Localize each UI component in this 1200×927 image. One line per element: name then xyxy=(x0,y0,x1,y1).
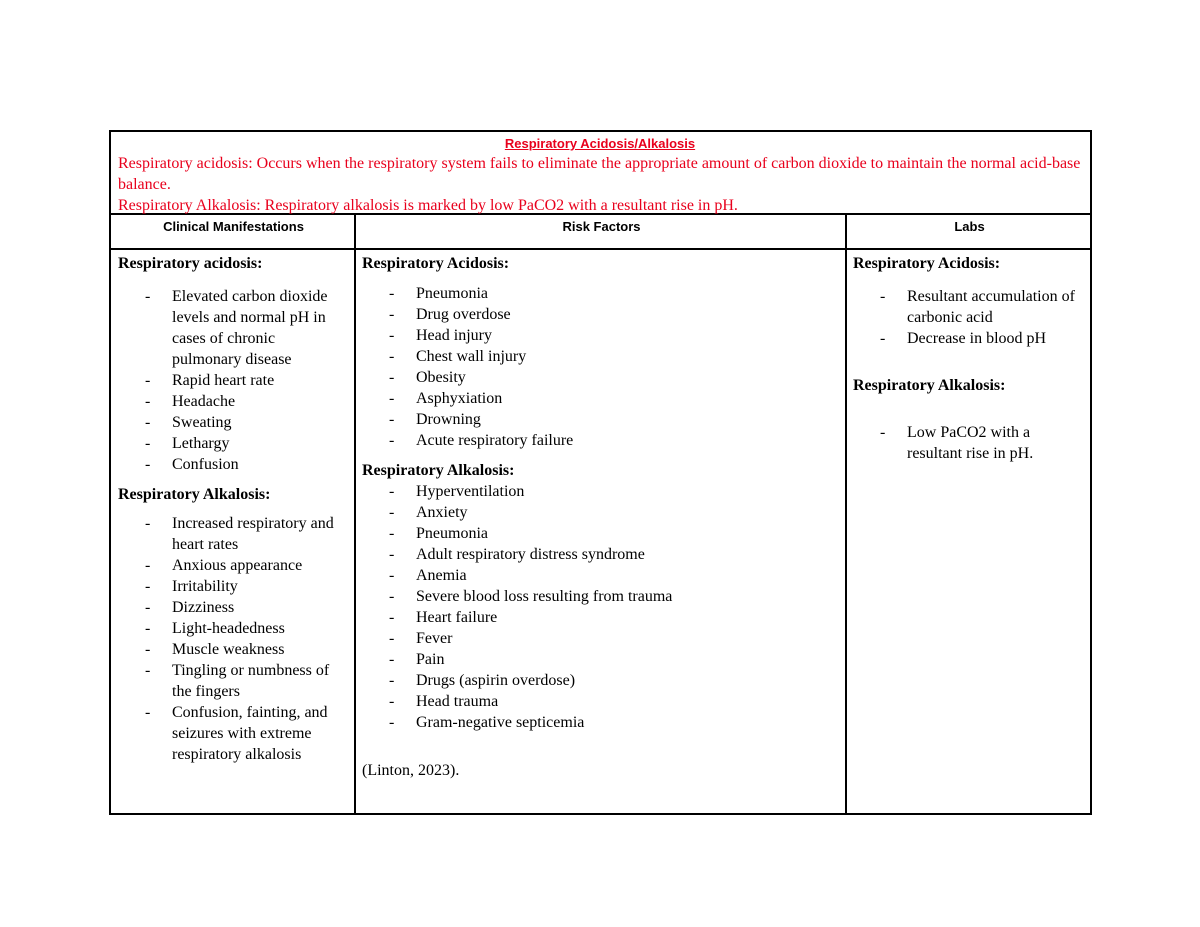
list-item: - Obesity xyxy=(362,367,839,388)
risk-acidosis-heading: Respiratory Acidosis: xyxy=(362,255,510,272)
labs-acidosis-list xyxy=(853,286,1086,349)
acidosis-definition: Respiratory acidosis: Occurs when the respiratory system fails to eliminate the appropriate amount of carbon dioxide to maintain the normal acid-base balance. xyxy=(118,155,1081,193)
list-item: - Heart failure xyxy=(362,607,839,628)
list-item: - Dizziness xyxy=(118,597,348,618)
list-item: - Resultant accumulation of carbonic acid xyxy=(853,286,1086,328)
risk-acidosis-list xyxy=(362,283,839,451)
list-item: - Muscle weakness xyxy=(118,639,348,660)
list-item: - Irritability xyxy=(118,576,348,597)
list-item: - Head trauma xyxy=(362,691,839,712)
list-item: - Confusion, fainting, and seizures with extreme respiratory alkalosis xyxy=(118,702,348,765)
clinical-cell xyxy=(111,250,354,813)
risk-alkalosis-heading: Respiratory Alkalosis: xyxy=(362,462,515,479)
list-item: - Headache xyxy=(118,391,348,412)
clinical-alkalosis-heading: Respiratory Alkalosis: xyxy=(118,486,271,503)
list-item: - Pneumonia xyxy=(362,283,839,304)
list-item: - Severe blood loss resulting from trauma xyxy=(362,586,839,607)
clinical-alkalosis-list xyxy=(118,513,348,765)
list-item: - Drugs (aspirin overdose) xyxy=(362,670,839,691)
list-item: - Pneumonia xyxy=(362,523,839,544)
list-item: - Low PaCO2 with a resultant rise in pH. xyxy=(853,422,1086,464)
table-header-block xyxy=(111,132,1090,215)
labs-alkalosis-list xyxy=(853,422,1086,464)
list-item: - Sweating xyxy=(118,412,348,433)
list-item: - Increased respiratory and heart rates xyxy=(118,513,348,555)
column-header-row xyxy=(111,215,1090,250)
list-item: - Acute respiratory failure xyxy=(362,430,839,451)
alkalosis-definition: Respiratory Alkalosis: Respiratory alkalosis is marked by low PaCO2 with a resultant rise in pH. xyxy=(118,197,738,214)
list-item: - Drowning xyxy=(362,409,839,430)
list-item: - Anxiety xyxy=(362,502,839,523)
clinical-acidosis-list xyxy=(118,286,348,475)
column-header-clinical: Clinical Manifestations xyxy=(163,219,304,234)
labs-alkalosis-heading: Respiratory Alkalosis: xyxy=(853,377,1006,394)
labs-cell xyxy=(847,250,1092,813)
list-item: - Chest wall injury xyxy=(362,346,839,367)
list-item: - Anemia xyxy=(362,565,839,586)
column-header-labs: Labs xyxy=(954,219,985,234)
list-item: - Decrease in blood pH xyxy=(853,328,1086,349)
list-item: - Gram-negative septicemia xyxy=(362,712,839,733)
list-item: - Anxious appearance xyxy=(118,555,348,576)
list-item: - Lethargy xyxy=(118,433,348,454)
list-item: - Drug overdose xyxy=(362,304,839,325)
risk-alkalosis-list xyxy=(362,481,839,733)
labs-acidosis-heading: Respiratory Acidosis: xyxy=(853,255,1001,272)
list-item: - Asphyxiation xyxy=(362,388,839,409)
list-item: - Pain xyxy=(362,649,839,670)
list-item: - Adult respiratory distress syndrome xyxy=(362,544,839,565)
column-header-risk: Risk Factors xyxy=(562,219,641,234)
page-title: Respiratory Acidosis/Alkalosis xyxy=(504,136,696,151)
list-item: - Hyperventilation xyxy=(362,481,839,502)
clinical-acidosis-heading: Respiratory acidosis: xyxy=(118,255,263,272)
list-item: - Head injury xyxy=(362,325,839,346)
citation: (Linton, 2023). xyxy=(362,762,460,779)
list-item: - Light-headedness xyxy=(118,618,348,639)
list-item: - Elevated carbon dioxide levels and normal pH in cases of chronic pulmonary disease xyxy=(118,286,348,370)
list-item: - Fever xyxy=(362,628,839,649)
list-item: - Tingling or numbness of the fingers xyxy=(118,660,348,702)
risk-cell xyxy=(356,250,845,813)
list-item: - Confusion xyxy=(118,454,348,475)
list-item: - Rapid heart rate xyxy=(118,370,348,391)
summary-table xyxy=(109,130,1092,815)
